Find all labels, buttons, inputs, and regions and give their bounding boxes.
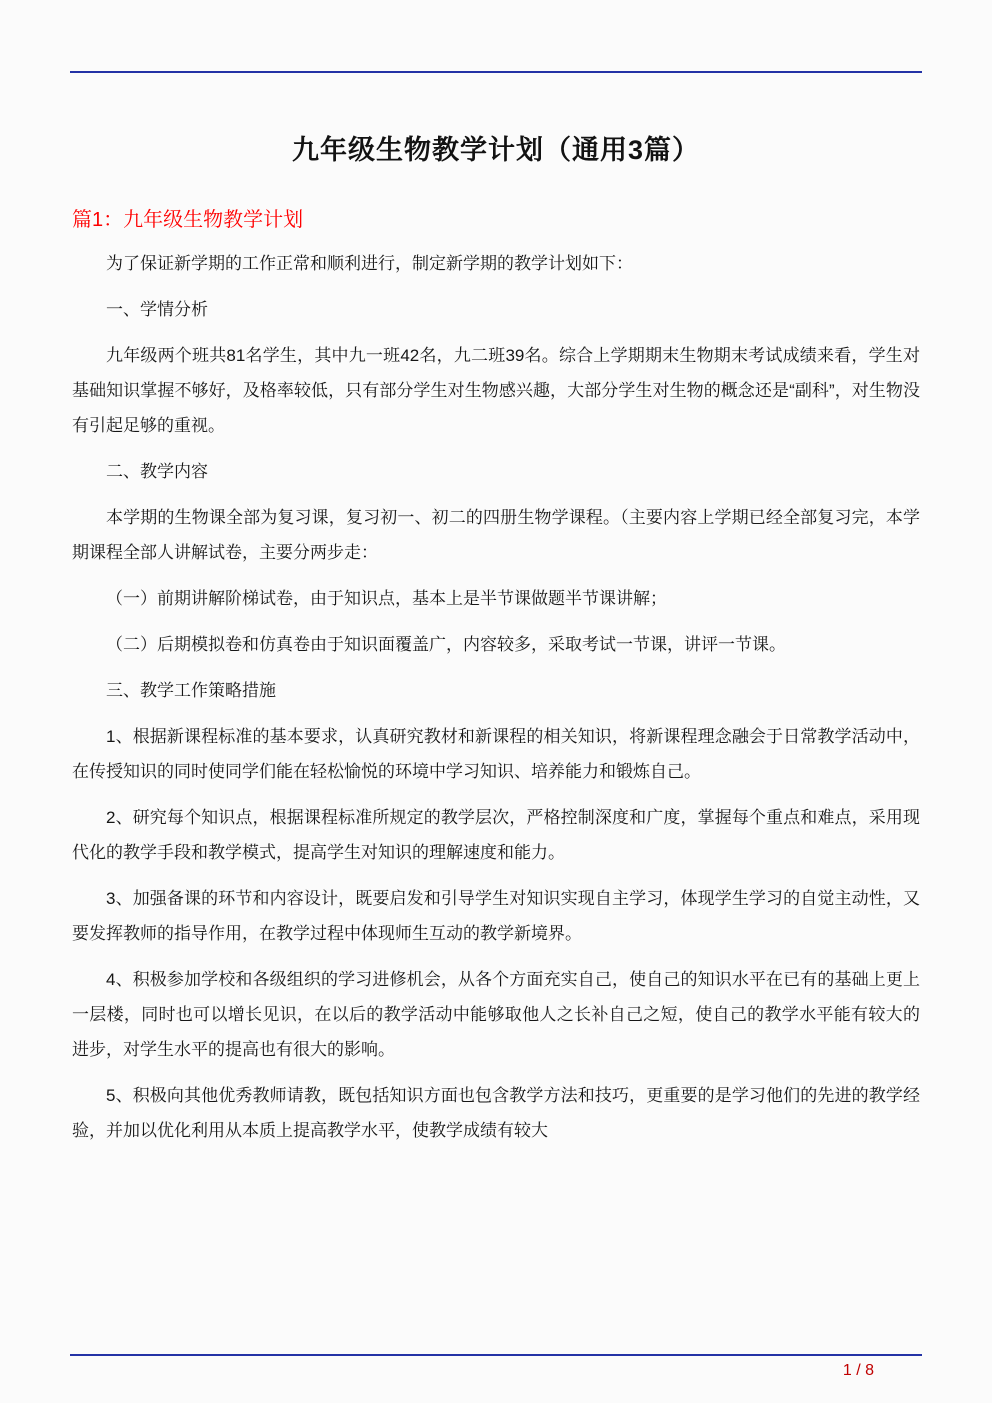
paragraph: 本学期的生物课全部为复习课，复习初一、初二的四册生物学课程。（主要内容上学期已经全部复习完，本学期课程全部人讲解试卷，主要分两步走：: [72, 508, 920, 562]
page-title: 九年级生物教学计划（通用3篇）: [291, 135, 700, 165]
paragraph-subheading: 三、教学工作策略措施: [106, 681, 276, 700]
paragraph: （二）后期模拟卷和仿真卷由于知识面覆盖广，内容较多，采取考试一节课，讲评一节课。: [106, 635, 786, 654]
page-number: 1 / 8: [842, 1362, 874, 1379]
document-body: [72, 246, 920, 1148]
paragraph-subheading: 二、教学内容: [106, 462, 208, 481]
bottom-divider-rule: [70, 1354, 922, 1356]
paragraph: 4、积极参加学校和各级组织的学习进修机会，从各个方面充实自己，使自己的知识水平在已有的基础上更上一层楼，同时也可以增长见识，在以后的教学活动中能够取他人之长补自己之短，使自己的教学水平能有较大的进步，对学生水平的提高也有很大的影响。: [72, 970, 920, 1059]
paragraph: 5、积极向其他优秀教师请教，既包括知识方面也包含教学方法和技巧，更重要的是学习他们的先进的教学经验，并加以优化利用从本质上提高教学水平，使教学成绩有较大: [72, 1086, 920, 1140]
top-divider-rule: [70, 71, 922, 73]
paragraph: 1、根据新课程标准的基本要求，认真研究教材和新课程的相关知识，将新课程理念融会于日常教学活动中，在传授知识的同时使同学们能在轻松愉悦的环境中学习知识、培养能力和锻炼自己。: [72, 727, 920, 781]
section-heading: 篇1：九年级生物教学计划: [72, 209, 304, 231]
paragraph: 九年级两个班共81名学生，其中九一班42名，九二班39名。综合上学期期末生物期末考试成绩来看，学生对基础知识掌握不够好，及格率较低，只有部分学生对生物感兴趣，大部分学生对生物的概念还是“副科”，对生物没有引起足够的重视。: [72, 346, 920, 435]
paragraph: 3、加强备课的环节和内容设计，既要启发和引导学生对知识实现自主学习，体现学生学习的自觉主动性，又要发挥教师的指导作用，在教学过程中体现师生互动的教学新境界。: [72, 889, 920, 943]
paragraph: 2、研究每个知识点，根据课程标准所规定的教学层次，严格控制深度和广度，掌握每个重点和难点，采用现代化的教学手段和教学模式，提高学生对知识的理解速度和能力。: [72, 808, 920, 862]
document-content: [72, 128, 920, 1148]
paragraph: （一）前期讲解阶梯试卷，由于知识点，基本上是半节课做题半节课讲解；: [106, 589, 667, 608]
paragraph-subheading: 一、学情分析: [106, 300, 208, 319]
paragraph: 为了保证新学期的工作正常和顺利进行，制定新学期的教学计划如下：: [106, 254, 633, 273]
